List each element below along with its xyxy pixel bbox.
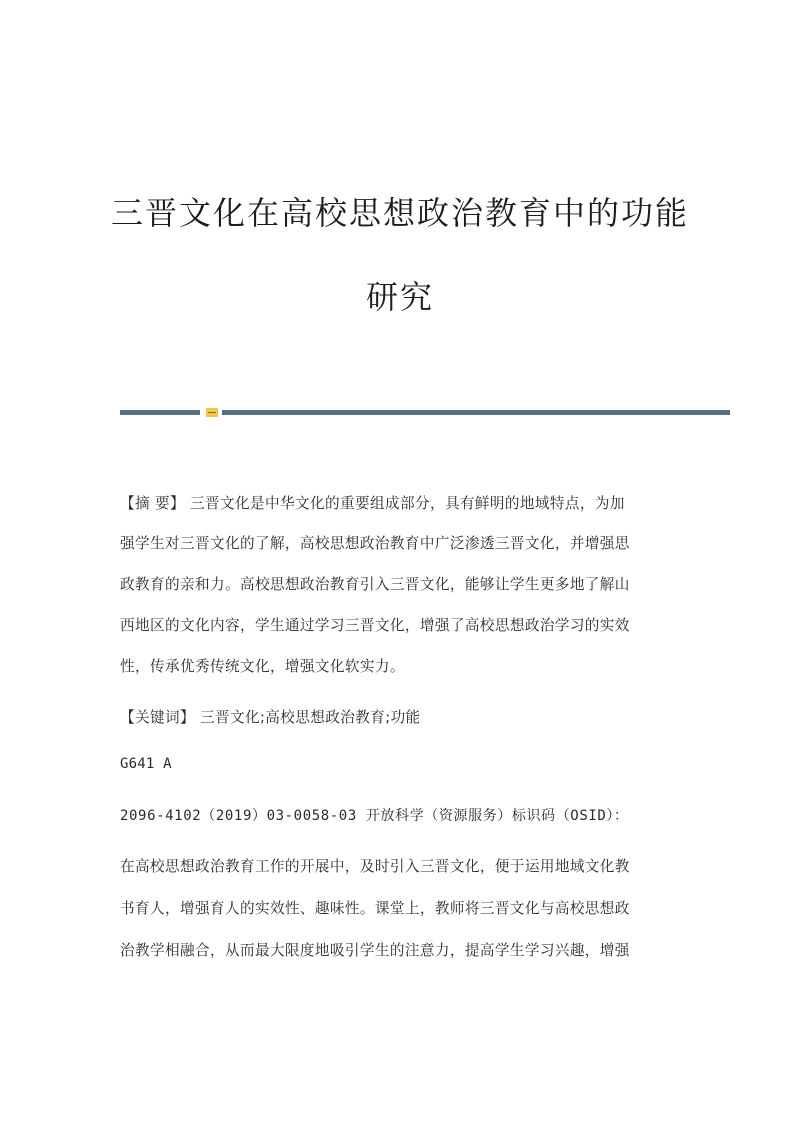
abstract-line-3: 政教育的亲和力。高校思想政治教育引入三晋文化，能够让学生更多地了解山 (120, 576, 630, 593)
divider-bar-left (120, 410, 200, 415)
divider-bar-right (222, 410, 730, 415)
divider-badge-icon (206, 408, 218, 417)
document-title-line-1: 三晋文化在高校思想政治教育中的功能 (110, 194, 689, 232)
abstract-line-1: 【摘 要】 三晋文化是中华文化的重要组成部分，具有鲜明的地域特点，为加 (120, 495, 625, 512)
abstract-line-2: 强学生对三晋文化的了解，高校思想政治教育中广泛渗透三晋文化，并增强思 (120, 535, 630, 552)
classification-code: G641 A (120, 756, 172, 772)
document-title-line-2: 研究 (365, 278, 434, 316)
keywords-line: 【关键词】 三晋文化;高校思想政治教育;功能 (120, 709, 421, 726)
abstract-line-4: 西地区的文化内容，学生通过学习三晋文化，增强了高校思想政治学习的实效 (120, 617, 630, 634)
body-line-3: 治教学相融合，从而最大限度地吸引学生的注意力，提高学生学习兴趣，增强 (120, 942, 630, 959)
body-line-1: 在高校思想政治教育工作的开展中，及时引入三晋文化，便于运用地域文化教 (120, 858, 630, 875)
body-line-2: 书育人，增强育人的实效性、趣味性。课堂上，教师将三晋文化与高校思想政 (120, 900, 630, 917)
abstract-line-5: 性，传承优秀传统文化，增强文化软实力。 (120, 658, 405, 675)
article-id-line: 2096-4102（2019）03-0058-03 开放科学（资源服务）标识码（OSID）： (120, 808, 629, 824)
title-divider (120, 408, 730, 416)
